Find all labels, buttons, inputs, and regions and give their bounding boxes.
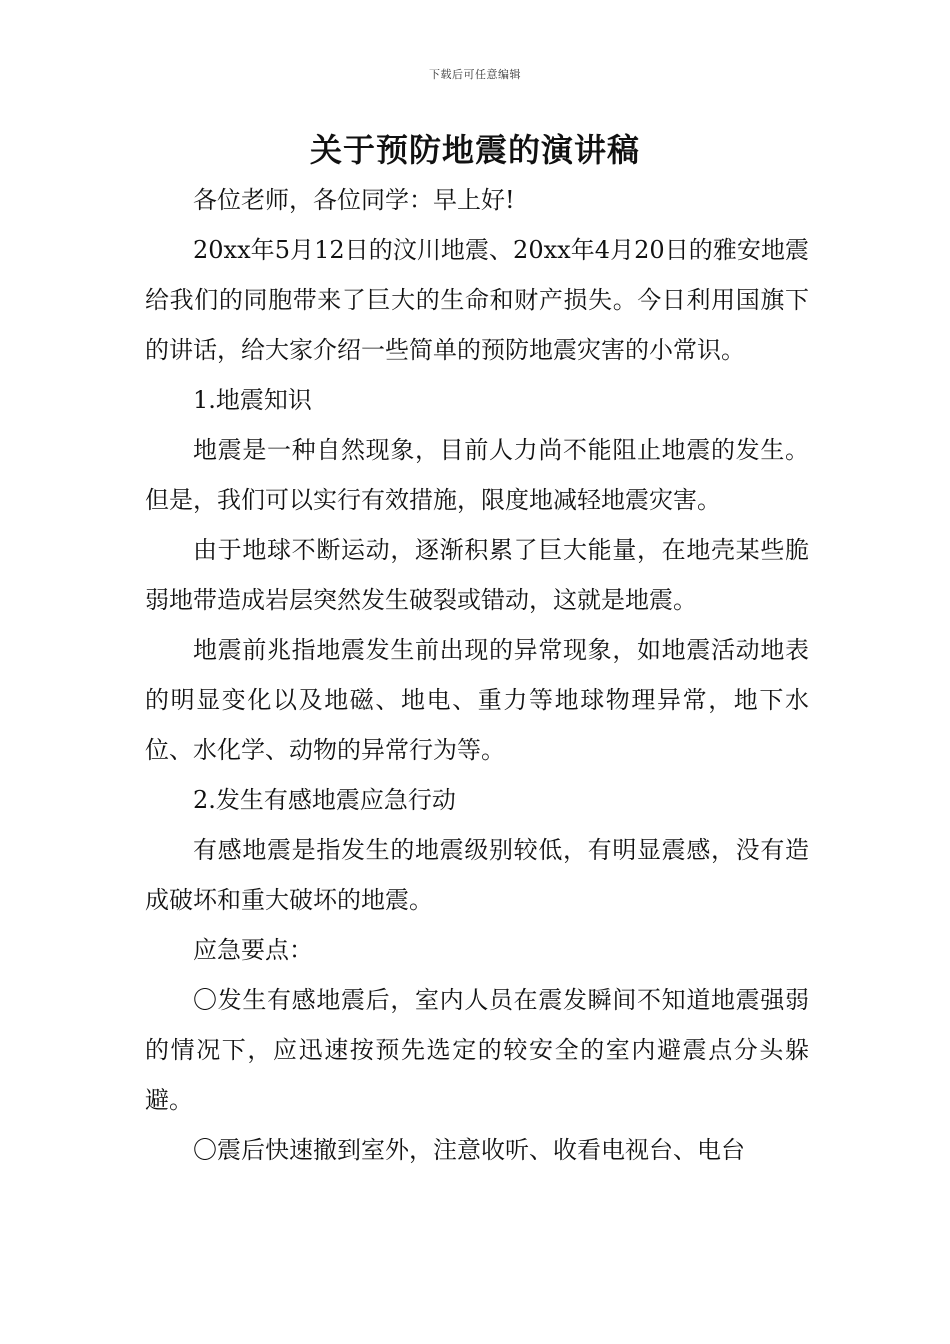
body-paragraph: 由于地球不断运动，逐渐积累了巨大能量，在地壳某些脆弱地带造成岩层突然发生破裂或错动，这就是地震。 <box>145 536 809 614</box>
subheading-paragraph: 应急要点： <box>193 936 313 964</box>
body-paragraph: 地震是一种自然现象，目前人力尚不能阻止地震的发生。但是，我们可以实行有效措施，限度地减轻地震灾害。 <box>145 436 809 514</box>
list-item-paragraph: 〇发生有感地震后，室内人员在震发瞬间不知道地震强弱的情况下，应迅速按预先选定的较安全的室内避震点分头躲避。 <box>145 986 809 1114</box>
document-title: 关于预防地震的演讲稿 <box>309 131 640 169</box>
body-paragraph: 地震前兆指地震发生前出现的异常现象，如地震活动地表的明显变化以及地磁、地电、重力等地球物理异常，地下水位、水化学、动物的异常行为等。 <box>145 636 809 764</box>
section-heading-2: 2.发生有感地震应急行动 <box>193 786 456 814</box>
header-note: 下载后可任意编辑 <box>429 68 521 81</box>
greeting-paragraph: 各位老师，各位同学：早上好! <box>193 186 515 214</box>
document-body <box>145 175 809 1175</box>
section-heading-1: 1.地震知识 <box>193 386 312 414</box>
intro-paragraph: 20xx年5月12日的汶川地震、20xx年4月20日的雅安地震给我们的同胞带来了巨大的生命和财产损失。今日利用国旗下的讲话，给大家介绍一些简单的预防地震灾害的小常识。 <box>145 236 809 364</box>
list-item-paragraph: 〇震后快速撤到室外，注意收听、收看电视台、电台 <box>193 1136 745 1164</box>
body-paragraph: 有感地震是指发生的地震级别较低，有明显震感，没有造成破坏和重大破坏的地震。 <box>145 836 809 914</box>
